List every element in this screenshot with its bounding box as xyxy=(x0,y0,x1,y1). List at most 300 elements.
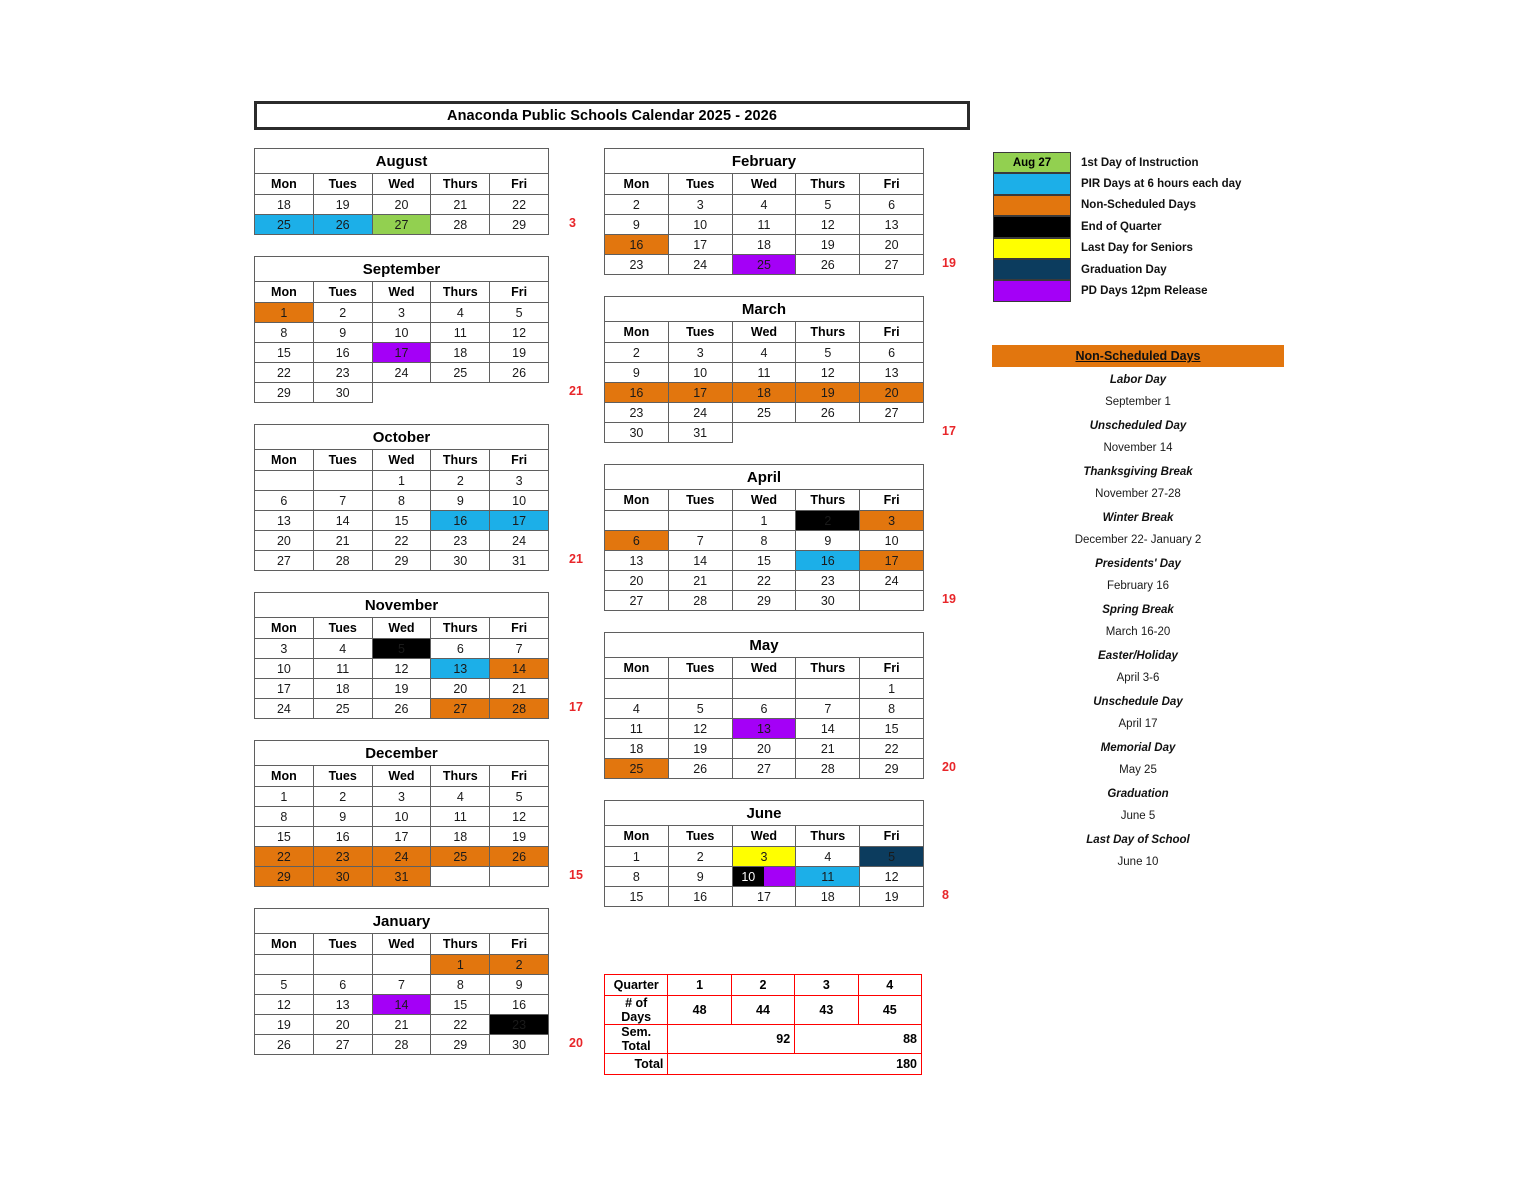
calendar-day[interactable]: 21 xyxy=(796,739,860,759)
calendar-day[interactable]: 7 xyxy=(372,975,431,995)
calendar-day[interactable]: 21 xyxy=(313,531,372,551)
calendar-day[interactable]: 3 xyxy=(668,343,732,363)
calendar-day[interactable]: 22 xyxy=(255,847,314,867)
calendar-day[interactable]: 9 xyxy=(605,363,669,383)
calendar-cell-blank xyxy=(431,383,490,403)
calendar-day[interactable]: 5 xyxy=(796,343,860,363)
calendar-day[interactable]: 16 xyxy=(313,827,372,847)
calendar-day[interactable]: 13 xyxy=(313,995,372,1015)
legend-label: 1st Day of Instruction xyxy=(1081,156,1199,169)
calendar-day[interactable]: 18 xyxy=(431,343,490,363)
calendar-day[interactable]: 13 xyxy=(860,363,924,383)
calendar-day[interactable]: 3 xyxy=(372,787,431,807)
month-name: August xyxy=(255,149,549,174)
calendar-day[interactable]: 24 xyxy=(668,255,732,275)
calendar-day[interactable]: 9 xyxy=(431,491,490,511)
non-scheduled-entry xyxy=(992,508,1284,551)
calendar-day[interactable]: 18 xyxy=(313,679,372,699)
calendar-day[interactable]: 16 xyxy=(605,383,669,403)
day-of-week-header: Wed xyxy=(372,174,431,195)
calendar-day[interactable]: 2 xyxy=(313,787,372,807)
calendar-day[interactable]: 9 xyxy=(313,807,372,827)
calendar-day[interactable]: 3 xyxy=(860,511,924,531)
month-block xyxy=(254,908,583,1055)
calendar-day[interactable]: 12 xyxy=(255,995,314,1015)
calendar-day[interactable]: 27 xyxy=(431,699,490,719)
calendar-day[interactable]: 30 xyxy=(313,383,372,403)
calendar-day[interactable]: 18 xyxy=(732,235,796,255)
semester-total-label: Sem. Total xyxy=(605,1025,668,1054)
calendar-day[interactable]: 8 xyxy=(255,807,314,827)
calendar-day[interactable]: 26 xyxy=(313,215,372,235)
week-row xyxy=(255,639,549,659)
calendar-day[interactable]: 15 xyxy=(605,887,669,907)
calendar-cell-empty xyxy=(668,511,732,531)
calendar-day[interactable]: 26 xyxy=(372,699,431,719)
calendar-cell-empty xyxy=(255,471,314,491)
day-of-week-header: Mon xyxy=(255,766,314,787)
calendar-day[interactable]: 9 xyxy=(490,975,549,995)
week-row xyxy=(605,679,924,699)
calendar-day[interactable]: 14 xyxy=(796,719,860,739)
calendar-day[interactable]: 19 xyxy=(860,887,924,907)
calendar-day[interactable]: 9 xyxy=(313,323,372,343)
week-row xyxy=(605,847,924,867)
calendar-day[interactable]: 14 xyxy=(372,995,431,1015)
calendar-day[interactable]: 12 xyxy=(860,867,924,887)
month-name-row xyxy=(255,425,549,450)
calendar-day[interactable]: 11 xyxy=(605,719,669,739)
day-of-week-header: Mon xyxy=(255,282,314,303)
calendar-day[interactable]: 25 xyxy=(732,255,796,275)
calendar-day-split[interactable] xyxy=(732,867,796,887)
calendar-day[interactable]: 4 xyxy=(796,847,860,867)
week-row xyxy=(255,491,549,511)
calendar-day[interactable]: 16 xyxy=(431,511,490,531)
days-value: 44 xyxy=(731,996,794,1025)
calendar-day[interactable]: 6 xyxy=(431,639,490,659)
calendar-day[interactable]: 19 xyxy=(490,827,549,847)
calendar-day[interactable]: 31 xyxy=(490,551,549,571)
calendar-day[interactable]: 29 xyxy=(431,1035,490,1055)
calendar-day[interactable]: 25 xyxy=(605,759,669,779)
calendar-day[interactable]: 15 xyxy=(372,511,431,531)
calendar-day[interactable]: 22 xyxy=(860,739,924,759)
calendar-day[interactable]: 26 xyxy=(668,759,732,779)
calendar-day[interactable]: 5 xyxy=(490,787,549,807)
month-day-count: 17 xyxy=(942,424,956,438)
week-row xyxy=(605,759,924,779)
calendar-day[interactable]: 15 xyxy=(431,995,490,1015)
month-name-row xyxy=(255,741,549,766)
calendar-day[interactable]: 24 xyxy=(490,531,549,551)
calendar-day[interactable]: 2 xyxy=(796,511,860,531)
calendar-day[interactable]: 13 xyxy=(431,659,490,679)
calendar-day[interactable]: 14 xyxy=(313,511,372,531)
calendar-day[interactable]: 7 xyxy=(796,699,860,719)
calendar-day[interactable]: 22 xyxy=(255,363,314,383)
calendar-day[interactable]: 1 xyxy=(860,679,924,699)
calendar-day[interactable]: 10 xyxy=(490,491,549,511)
calendar-day[interactable]: 17 xyxy=(372,827,431,847)
calendar-day[interactable]: 19 xyxy=(668,739,732,759)
calendar-day[interactable]: 20 xyxy=(313,1015,372,1035)
calendar-day[interactable]: 17 xyxy=(490,511,549,531)
month-name: May xyxy=(605,633,924,658)
non-scheduled-entry-date: May 25 xyxy=(1119,764,1157,776)
calendar-day[interactable]: 22 xyxy=(732,571,796,591)
calendar-day[interactable]: 3 xyxy=(490,471,549,491)
calendar-day[interactable]: 2 xyxy=(313,303,372,323)
calendar-day[interactable]: 2 xyxy=(668,847,732,867)
calendar-day[interactable]: 8 xyxy=(431,975,490,995)
calendar-day[interactable]: 9 xyxy=(605,215,669,235)
calendar-day[interactable]: 11 xyxy=(732,363,796,383)
calendar-day[interactable]: 12 xyxy=(490,323,549,343)
table-row-total xyxy=(605,1054,922,1075)
calendar-day[interactable]: 27 xyxy=(372,215,431,235)
calendar-day[interactable]: 29 xyxy=(372,551,431,571)
non-scheduled-entry-name: Unscheduled Day xyxy=(1089,420,1187,432)
month-name: June xyxy=(605,801,924,826)
calendar-day[interactable]: 23 xyxy=(605,403,669,423)
calendar-day[interactable]: 15 xyxy=(255,343,314,363)
calendar-day[interactable]: 9 xyxy=(796,531,860,551)
calendar-day[interactable]: 18 xyxy=(732,383,796,403)
calendar-day[interactable]: 12 xyxy=(490,807,549,827)
month-name-row xyxy=(605,297,924,322)
calendar-day[interactable]: 4 xyxy=(431,787,490,807)
calendar-day[interactable]: 6 xyxy=(605,531,669,551)
month-block xyxy=(254,592,583,719)
calendar-day[interactable]: 12 xyxy=(668,719,732,739)
calendar-day[interactable]: 27 xyxy=(860,255,924,275)
non-scheduled-entry xyxy=(992,554,1284,597)
calendar-day[interactable]: 10 xyxy=(255,659,314,679)
calendar-day[interactable]: 5 xyxy=(255,975,314,995)
calendar-day[interactable]: 17 xyxy=(372,343,431,363)
day-of-week-header: Thurs xyxy=(796,174,860,195)
calendar-day[interactable]: 30 xyxy=(796,591,860,611)
calendar-day[interactable]: 20 xyxy=(255,531,314,551)
calendar-day[interactable]: 7 xyxy=(490,639,549,659)
calendar-day[interactable]: 13 xyxy=(732,719,796,739)
month-day-count: 20 xyxy=(569,1036,583,1050)
calendar-day[interactable]: 11 xyxy=(431,807,490,827)
calendar-day[interactable]: 23 xyxy=(490,1015,549,1035)
calendar-day[interactable]: 10 xyxy=(668,363,732,383)
day-of-week-header: Wed xyxy=(372,934,431,955)
calendar-day[interactable]: 3 xyxy=(255,639,314,659)
calendar-day[interactable]: 14 xyxy=(490,659,549,679)
day-of-week-header: Thurs xyxy=(431,282,490,303)
day-of-week-header-row xyxy=(255,618,549,639)
calendar-day[interactable]: 25 xyxy=(431,363,490,383)
calendar-day[interactable]: 5 xyxy=(490,303,549,323)
non-scheduled-days-panel xyxy=(992,345,1284,873)
day-of-week-header: Mon xyxy=(255,934,314,955)
calendar-day[interactable]: 25 xyxy=(431,847,490,867)
calendar-day[interactable]: 15 xyxy=(255,827,314,847)
week-row xyxy=(255,195,549,215)
calendar-day[interactable]: 16 xyxy=(313,343,372,363)
calendar-day[interactable]: 16 xyxy=(796,551,860,571)
calendar-day[interactable]: 19 xyxy=(372,679,431,699)
calendar-day[interactable]: 24 xyxy=(372,363,431,383)
calendar-day[interactable]: 10 xyxy=(372,807,431,827)
total-value: 180 xyxy=(668,1054,922,1075)
calendar-day[interactable]: 18 xyxy=(255,195,314,215)
day-of-week-header-row xyxy=(605,174,924,195)
calendar-day[interactable]: 24 xyxy=(860,571,924,591)
calendar-day[interactable]: 29 xyxy=(255,867,314,887)
calendar-day[interactable]: 20 xyxy=(860,235,924,255)
week-row xyxy=(255,551,549,571)
calendar-day[interactable]: 26 xyxy=(796,403,860,423)
calendar-day[interactable]: 19 xyxy=(255,1015,314,1035)
calendar-day[interactable]: 3 xyxy=(732,847,796,867)
calendar-day[interactable]: 23 xyxy=(313,363,372,383)
calendar-day[interactable]: 24 xyxy=(372,847,431,867)
calendar-day[interactable]: 6 xyxy=(732,699,796,719)
calendar-day[interactable]: 5 xyxy=(796,195,860,215)
calendar-day[interactable]: 30 xyxy=(313,867,372,887)
calendar-day[interactable]: 28 xyxy=(313,551,372,571)
week-row xyxy=(255,531,549,551)
calendar-day[interactable]: 30 xyxy=(605,423,669,443)
week-row xyxy=(255,787,549,807)
calendar-day[interactable]: 26 xyxy=(255,1035,314,1055)
day-of-week-header: Fri xyxy=(490,766,549,787)
calendar-day[interactable]: 7 xyxy=(313,491,372,511)
calendar-cell-empty xyxy=(313,955,372,975)
calendar-day[interactable]: 1 xyxy=(732,511,796,531)
calendar-day[interactable]: 8 xyxy=(605,867,669,887)
day-of-week-header: Mon xyxy=(255,174,314,195)
calendar-day[interactable]: 20 xyxy=(372,195,431,215)
calendar-day[interactable]: 12 xyxy=(372,659,431,679)
calendar-cell-empty xyxy=(668,679,732,699)
calendar-day[interactable]: 23 xyxy=(431,531,490,551)
calendar-day[interactable]: 20 xyxy=(732,739,796,759)
calendar-day[interactable]: 21 xyxy=(431,195,490,215)
calendar-day[interactable]: 13 xyxy=(860,215,924,235)
calendar-day[interactable]: 27 xyxy=(605,591,669,611)
calendar-day[interactable]: 11 xyxy=(796,867,860,887)
calendar-day[interactable]: 28 xyxy=(668,591,732,611)
calendar-day[interactable]: 6 xyxy=(860,195,924,215)
calendar-day[interactable]: 15 xyxy=(732,551,796,571)
calendar-day[interactable]: 12 xyxy=(796,363,860,383)
calendar-cell-blank xyxy=(490,383,549,403)
month-calendar xyxy=(254,908,549,1055)
calendar-day[interactable]: 8 xyxy=(732,531,796,551)
calendar-day[interactable]: 31 xyxy=(668,423,732,443)
calendar-day[interactable]: 17 xyxy=(668,383,732,403)
calendar-day[interactable]: 6 xyxy=(313,975,372,995)
calendar-cell-blank xyxy=(732,423,796,443)
calendar-day[interactable]: 19 xyxy=(313,195,372,215)
calendar-day[interactable]: 23 xyxy=(605,255,669,275)
calendar-day[interactable]: 2 xyxy=(605,195,669,215)
legend-row xyxy=(993,173,1283,194)
non-scheduled-entry-date: April 3-6 xyxy=(1116,672,1160,684)
calendar-day[interactable]: 11 xyxy=(313,659,372,679)
calendar-day[interactable]: 29 xyxy=(255,383,314,403)
calendar-day[interactable]: 25 xyxy=(255,215,314,235)
calendar-day[interactable]: 26 xyxy=(490,847,549,867)
month-day-count: 8 xyxy=(942,888,949,902)
calendar-day[interactable]: 4 xyxy=(732,343,796,363)
month-day-count: 19 xyxy=(942,592,956,606)
calendar-day[interactable]: 31 xyxy=(372,867,431,887)
legend-row xyxy=(993,152,1283,173)
calendar-day[interactable]: 11 xyxy=(732,215,796,235)
calendar-day[interactable]: 1 xyxy=(255,303,314,323)
calendar-day[interactable]: 30 xyxy=(490,1035,549,1055)
calendar-day[interactable]: 22 xyxy=(431,1015,490,1035)
calendar-day[interactable]: 5 xyxy=(860,847,924,867)
calendar-day[interactable]: 19 xyxy=(796,383,860,403)
calendar-day[interactable]: 18 xyxy=(605,739,669,759)
week-row xyxy=(255,807,549,827)
calendar-day[interactable]: 4 xyxy=(313,639,372,659)
calendar-day[interactable]: 28 xyxy=(490,699,549,719)
calendar-day[interactable]: 14 xyxy=(668,551,732,571)
calendar-day[interactable]: 29 xyxy=(490,215,549,235)
month-name: January xyxy=(255,909,549,934)
days-value: 45 xyxy=(858,996,921,1025)
calendar-day[interactable]: 29 xyxy=(732,591,796,611)
calendar-day[interactable]: 1 xyxy=(431,955,490,975)
calendar-day[interactable]: 28 xyxy=(431,215,490,235)
calendar-day[interactable]: 23 xyxy=(796,571,860,591)
calendar-day[interactable]: 8 xyxy=(255,323,314,343)
day-of-week-header: Thurs xyxy=(796,490,860,511)
calendar-day[interactable]: 25 xyxy=(313,699,372,719)
calendar-day[interactable]: 20 xyxy=(431,679,490,699)
calendar-day[interactable]: 3 xyxy=(372,303,431,323)
calendar-cell-empty xyxy=(860,591,924,611)
calendar-day[interactable]: 27 xyxy=(255,551,314,571)
calendar-day[interactable]: 5 xyxy=(668,699,732,719)
calendar-day[interactable]: 16 xyxy=(605,235,669,255)
calendar-day[interactable]: 11 xyxy=(431,323,490,343)
calendar-day[interactable]: 16 xyxy=(668,887,732,907)
calendar-day[interactable]: 10 xyxy=(860,531,924,551)
calendar-day[interactable]: 17 xyxy=(668,235,732,255)
calendar-day[interactable]: 2 xyxy=(490,955,549,975)
calendar-day[interactable]: 17 xyxy=(255,679,314,699)
calendar-day[interactable]: 1 xyxy=(255,787,314,807)
calendar-day[interactable]: 13 xyxy=(255,511,314,531)
calendar-day[interactable]: 20 xyxy=(860,383,924,403)
week-row xyxy=(255,471,549,491)
calendar-day[interactable]: 17 xyxy=(860,551,924,571)
month-block xyxy=(604,464,956,611)
calendar-day[interactable]: 22 xyxy=(490,195,549,215)
calendar-day[interactable]: 7 xyxy=(668,531,732,551)
calendar-day[interactable]: 27 xyxy=(313,1035,372,1055)
calendar-day[interactable]: 6 xyxy=(255,491,314,511)
day-of-week-header: Thurs xyxy=(431,766,490,787)
calendar-day[interactable]: 21 xyxy=(372,1015,431,1035)
day-of-week-header-row xyxy=(255,766,549,787)
month-day-count: 21 xyxy=(569,384,583,398)
calendar-day[interactable]: 2 xyxy=(431,471,490,491)
non-scheduled-entry-date: November 27-28 xyxy=(1095,488,1181,500)
calendar-day[interactable]: 15 xyxy=(860,719,924,739)
calendar-day[interactable]: 19 xyxy=(490,343,549,363)
legend-label: Last Day for Seniors xyxy=(1081,242,1193,255)
calendar-day[interactable]: 1 xyxy=(372,471,431,491)
calendar-day[interactable]: 28 xyxy=(372,1035,431,1055)
calendar-day[interactable]: 19 xyxy=(796,235,860,255)
calendar-day[interactable]: 18 xyxy=(431,827,490,847)
calendar-day[interactable]: 18 xyxy=(796,887,860,907)
legend-row xyxy=(993,259,1283,280)
calendar-day[interactable]: 12 xyxy=(796,215,860,235)
calendar-day[interactable]: 25 xyxy=(732,403,796,423)
week-row xyxy=(255,699,549,719)
non-scheduled-entry-name: Last Day of School xyxy=(1086,834,1190,846)
calendar-day[interactable]: 24 xyxy=(255,699,314,719)
calendar-day[interactable]: 8 xyxy=(860,699,924,719)
month-calendar xyxy=(254,148,549,235)
calendar-day[interactable]: 8 xyxy=(372,491,431,511)
calendar-day[interactable]: 23 xyxy=(313,847,372,867)
non-scheduled-entry xyxy=(992,462,1284,505)
calendar-day[interactable]: 29 xyxy=(860,759,924,779)
month-name-row xyxy=(255,909,549,934)
calendar-day[interactable]: 26 xyxy=(490,363,549,383)
calendar-cell-empty xyxy=(605,511,669,531)
calendar-day[interactable]: 17 xyxy=(732,887,796,907)
calendar-day[interactable]: 5 xyxy=(372,639,431,659)
calendar-day[interactable]: 20 xyxy=(605,571,669,591)
calendar-day[interactable]: 2 xyxy=(605,343,669,363)
day-of-week-header: Fri xyxy=(490,618,549,639)
calendar-day[interactable]: 22 xyxy=(372,531,431,551)
calendar-day[interactable]: 27 xyxy=(860,403,924,423)
calendar-day[interactable]: 4 xyxy=(431,303,490,323)
calendar-day[interactable]: 9 xyxy=(668,867,732,887)
calendar-day[interactable]: 3 xyxy=(668,195,732,215)
calendar-day[interactable]: 27 xyxy=(732,759,796,779)
calendar-day[interactable]: 21 xyxy=(490,679,549,699)
calendar-day[interactable]: 24 xyxy=(668,403,732,423)
total-label: Total xyxy=(605,1054,668,1075)
day-of-week-header: Tues xyxy=(313,282,372,303)
calendar-day[interactable]: 1 xyxy=(605,847,669,867)
day-of-week-header: Thurs xyxy=(431,618,490,639)
non-scheduled-entry xyxy=(992,738,1284,781)
week-row xyxy=(255,363,549,383)
calendar-day[interactable]: 16 xyxy=(490,995,549,1015)
calendar-day[interactable]: 30 xyxy=(431,551,490,571)
calendar-day[interactable]: 10 xyxy=(668,215,732,235)
calendar-day[interactable]: 26 xyxy=(796,255,860,275)
calendar-day[interactable]: 13 xyxy=(605,551,669,571)
calendar-day[interactable]: 10 xyxy=(372,323,431,343)
non-scheduled-days-list xyxy=(992,370,1284,873)
calendar-day[interactable]: 4 xyxy=(605,699,669,719)
non-scheduled-entry-date: April 17 xyxy=(1118,718,1158,730)
calendar-day[interactable]: 21 xyxy=(668,571,732,591)
calendar-day[interactable]: 28 xyxy=(796,759,860,779)
calendar-day[interactable]: 6 xyxy=(860,343,924,363)
calendar-day[interactable]: 4 xyxy=(732,195,796,215)
